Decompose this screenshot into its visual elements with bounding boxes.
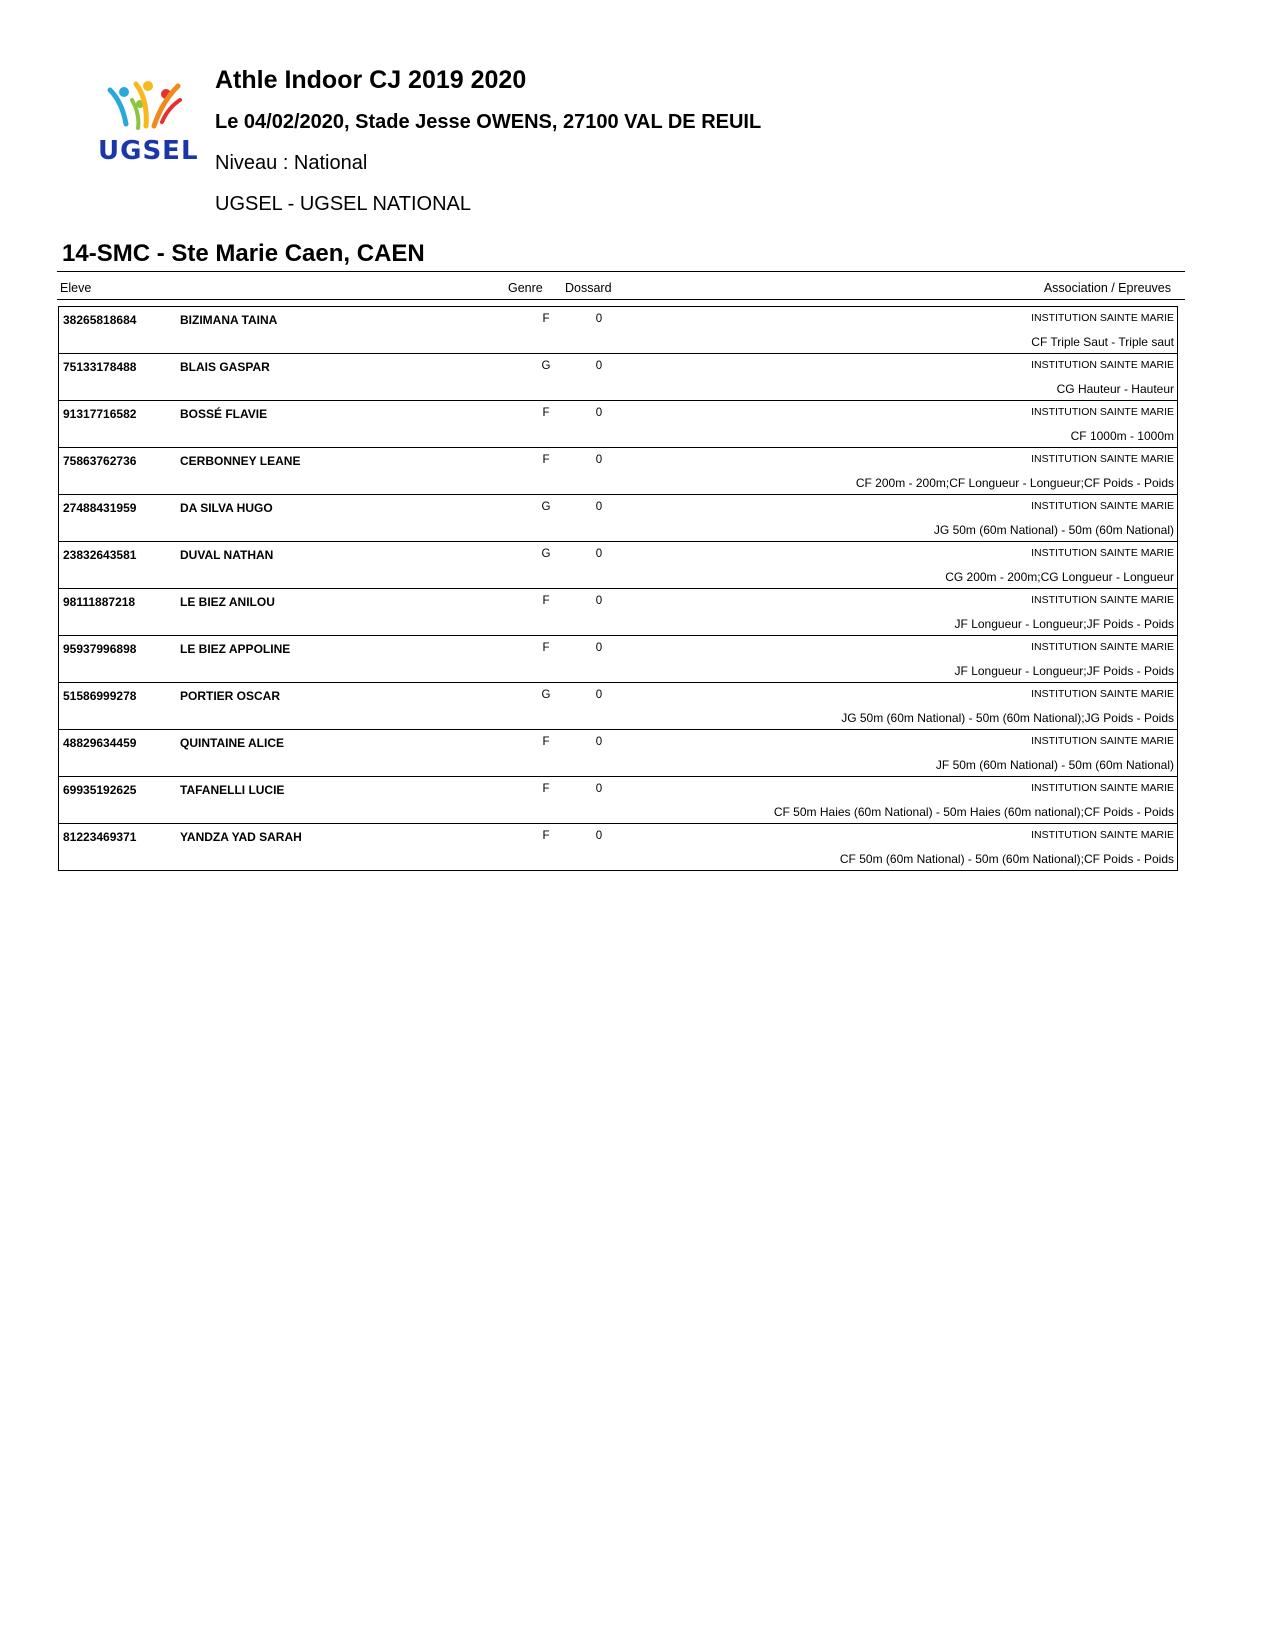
student-genre: F xyxy=(542,783,550,795)
table-row xyxy=(59,307,1177,354)
student-genre: G xyxy=(541,548,551,560)
student-id: 69935192625 xyxy=(63,783,137,797)
ugsel-figures-icon xyxy=(96,80,196,140)
student-id: 98111887218 xyxy=(63,595,136,609)
club-divider xyxy=(57,271,1185,272)
table-row xyxy=(59,354,1177,401)
student-dossard: 0 xyxy=(595,689,603,701)
event-organizer: UGSEL - UGSEL NATIONAL xyxy=(215,193,471,215)
student-dossard: 0 xyxy=(595,783,603,795)
student-events: CG Hauteur - Hauteur xyxy=(1056,382,1174,396)
student-events: JF Longueur - Longueur;JF Poids - Poids xyxy=(954,617,1174,631)
participants-table xyxy=(58,306,1178,871)
student-name: LE BIEZ APPOLINE xyxy=(180,642,291,656)
student-association: INSTITUTION SAINTE MARIE xyxy=(1031,406,1174,418)
event-level: Niveau : National xyxy=(215,152,368,174)
student-name: DUVAL NATHAN xyxy=(180,548,274,562)
student-dossard: 0 xyxy=(595,407,603,419)
student-genre: F xyxy=(542,642,550,654)
student-name: QUINTAINE ALICE xyxy=(180,736,284,750)
student-events: JG 50m (60m National) - 50m (60m National);JG Poids - Poids xyxy=(841,711,1174,725)
student-id: 38265818684 xyxy=(63,313,137,327)
student-id: 75133178488 xyxy=(63,360,137,374)
club-title: 14-SMC - Ste Marie Caen, CAEN xyxy=(62,240,425,267)
student-association: INSTITUTION SAINTE MARIE xyxy=(1031,688,1174,700)
student-events: CG 200m - 200m;CG Longueur - Longueur xyxy=(945,570,1174,584)
student-name: PORTIER OSCAR xyxy=(180,689,281,703)
student-genre: F xyxy=(542,454,550,466)
ugsel-logo xyxy=(96,80,199,170)
student-dossard: 0 xyxy=(595,454,603,466)
student-association: INSTITUTION SAINTE MARIE xyxy=(1031,594,1174,606)
student-events: CF 200m - 200m;CF Longueur - Longueur;CF Poids - Poids xyxy=(855,476,1174,490)
student-association: INSTITUTION SAINTE MARIE xyxy=(1031,829,1174,841)
student-events: JF 50m (60m National) - 50m (60m National) xyxy=(935,758,1174,772)
student-dossard: 0 xyxy=(595,360,603,372)
table-row xyxy=(59,542,1177,589)
student-dossard: 0 xyxy=(595,830,603,842)
column-header-association: Association / Epreuves xyxy=(1043,281,1171,295)
student-id: 81223469371 xyxy=(63,830,137,844)
student-id: 51586999278 xyxy=(63,689,137,703)
student-id: 75863762736 xyxy=(63,454,137,468)
student-association: INSTITUTION SAINTE MARIE xyxy=(1031,782,1174,794)
student-events: CF 1000m - 1000m xyxy=(1070,429,1174,443)
student-dossard: 0 xyxy=(595,313,603,325)
logo-text: UGSEL xyxy=(98,136,199,166)
student-id: 23832643581 xyxy=(63,548,137,562)
table-row xyxy=(59,636,1177,683)
student-id: 48829634459 xyxy=(63,736,137,750)
student-dossard: 0 xyxy=(595,736,603,748)
student-events: CF 50m Haies (60m National) - 50m Haies (60m national);CF Poids - Poids xyxy=(773,805,1174,819)
student-dossard: 0 xyxy=(595,501,603,513)
column-header-genre: Genre xyxy=(508,281,543,295)
student-events: JG 50m (60m National) - 50m (60m National) xyxy=(933,523,1174,537)
column-header-dossard: Dossard xyxy=(565,281,612,295)
student-association: INSTITUTION SAINTE MARIE xyxy=(1031,453,1174,465)
table-row xyxy=(59,777,1177,824)
student-association: INSTITUTION SAINTE MARIE xyxy=(1031,735,1174,747)
student-association: INSTITUTION SAINTE MARIE xyxy=(1031,312,1174,324)
student-genre: G xyxy=(541,689,551,701)
student-genre: G xyxy=(541,501,551,513)
student-name: BOSSÉ FLAVIE xyxy=(180,407,268,421)
table-row xyxy=(59,448,1177,495)
table-row xyxy=(59,495,1177,542)
student-name: DA SILVA HUGO xyxy=(180,501,273,515)
table-row xyxy=(59,683,1177,730)
student-name: CERBONNEY LEANE xyxy=(180,454,301,468)
header-divider xyxy=(57,299,1185,300)
student-id: 95937996898 xyxy=(63,642,137,656)
column-header-eleve: Eleve xyxy=(60,281,92,295)
student-dossard: 0 xyxy=(595,642,603,654)
student-association: INSTITUTION SAINTE MARIE xyxy=(1031,641,1174,653)
student-association: INSTITUTION SAINTE MARIE xyxy=(1031,500,1174,512)
student-genre: F xyxy=(542,313,550,325)
student-events: JF Longueur - Longueur;JF Poids - Poids xyxy=(954,664,1174,678)
student-id: 27488431959 xyxy=(63,501,137,515)
student-name: YANDZA YAD SARAH xyxy=(180,830,302,844)
table-row xyxy=(59,730,1177,777)
student-events: CF Triple Saut - Triple saut xyxy=(1031,335,1174,349)
event-date-location: Le 04/02/2020, Stade Jesse OWENS, 27100 VAL DE REUIL xyxy=(215,111,762,133)
student-association: INSTITUTION SAINTE MARIE xyxy=(1031,359,1174,371)
student-genre: F xyxy=(542,407,550,419)
student-dossard: 0 xyxy=(595,548,603,560)
student-name: LE BIEZ ANILOU xyxy=(180,595,275,609)
table-row xyxy=(59,401,1177,448)
table-row xyxy=(59,589,1177,636)
student-dossard: 0 xyxy=(595,595,603,607)
student-genre: F xyxy=(542,595,550,607)
student-name: BLAIS GASPAR xyxy=(180,360,270,374)
student-name: TAFANELLI LUCIE xyxy=(180,783,285,797)
student-id: 91317716582 xyxy=(63,407,137,421)
student-genre: G xyxy=(541,360,551,372)
student-genre: F xyxy=(542,736,550,748)
page-title: Athle Indoor CJ 2019 2020 xyxy=(215,66,527,94)
student-genre: F xyxy=(542,830,550,842)
student-association: INSTITUTION SAINTE MARIE xyxy=(1031,547,1174,559)
table-row xyxy=(59,824,1177,870)
student-name: BIZIMANA TAINA xyxy=(180,313,278,327)
student-events: CF 50m (60m National) - 50m (60m National);CF Poids - Poids xyxy=(839,852,1174,866)
